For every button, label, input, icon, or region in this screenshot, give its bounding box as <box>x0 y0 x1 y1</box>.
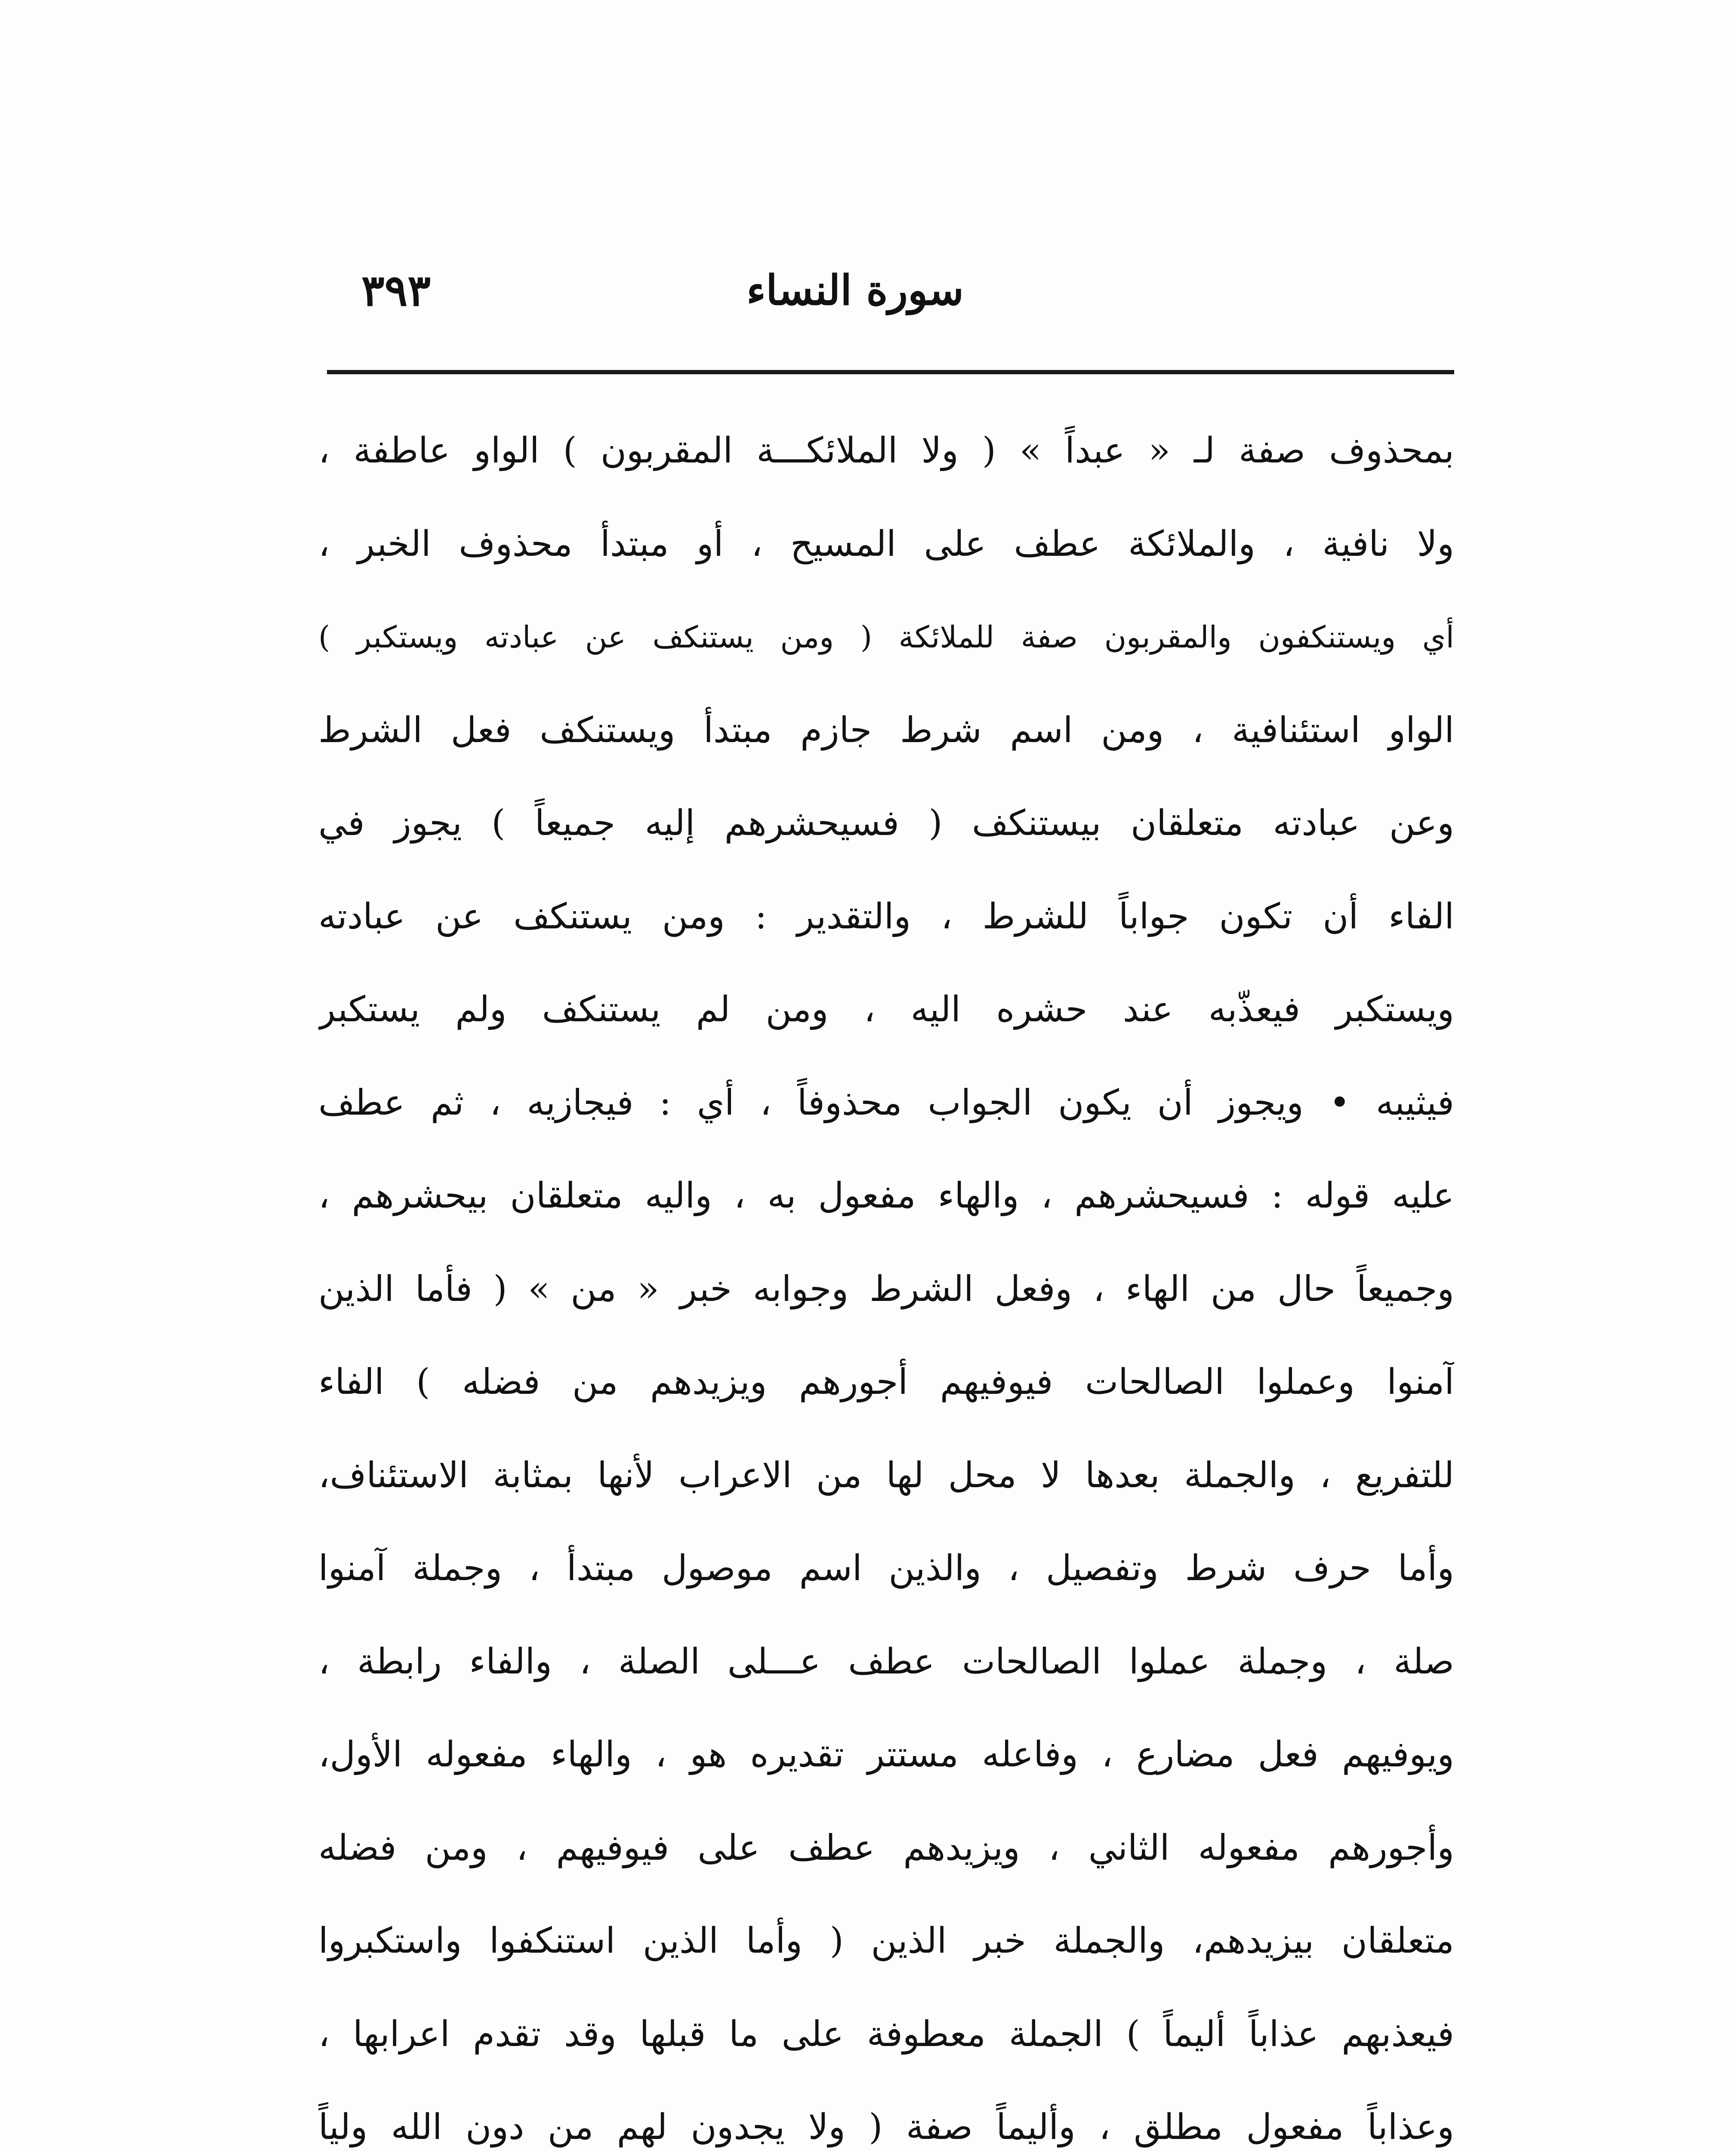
text-line: عليه قوله : فسيحشرهم ، والهاء مفعول به ، واليه متعلقان بيحشرهم ، <box>318 1175 1454 1216</box>
text-line: ويوفيهم فعل مضارع ، وفاعله مستتر تقديره هو ، والهاء مفعوله الأول، <box>318 1734 1454 1775</box>
text-line: ولا نافية ، والملائكة عطف على المسيح ، أو مبتدأ محذوف الخبر ، <box>318 523 1454 564</box>
text-line: بمحذوف صفة لـ « عبداً » ( ولا الملائكـــة المقربون ) الواو عاطفة ، <box>318 430 1454 471</box>
text-line: فيثيبه • ويجوز أن يكون الجواب محذوفاً ، أي : فيجازيه ، ثم عطف <box>318 1082 1454 1123</box>
text-line: وعذاباً مفعول مطلق ، وأليماً صفة ( ولا يجدون لهم من دون الله ولياً <box>318 2107 1454 2148</box>
text-line: وجميعاً حال من الهاء ، وفعل الشرط وجوابه خبر « من » ( فأما الذين <box>318 1268 1454 1310</box>
text-line: وأما حرف شرط وتفصيل ، والذين اسم موصول مبتدأ ، وجملة آمنوا <box>318 1548 1454 1589</box>
text-line: صلة ، وجملة عملوا الصالحات عطف عـــلى الصلة ، والفاء رابطة ، <box>318 1641 1454 1682</box>
text-line: ويستكبر فيعذّبه عند حشره اليه ، ومن لم يستنكف ولم يستكبر <box>318 989 1454 1030</box>
header-divider <box>327 370 1454 374</box>
text-line: للتفريع ، والجملة بعدها لا محل لها من الاعراب لأنها بمثابة الاستئناف، <box>318 1455 1454 1496</box>
text-line: أي ويستنكفون والمقربون صفة للملائكة ( ومن يستنكف عن عبادته ويستكبر ) <box>318 619 1454 655</box>
text-line: الفاء أن تكون جواباً للشرط ، والتقدير : ومن يستنكف عن عبادته <box>318 896 1454 937</box>
text-line: فيعذبهم عذاباً أليماً ) الجملة معطوفة على ما قبلها وقد تقدم اعرابها ، <box>318 2013 1454 2055</box>
page-number: ٣٩٣ <box>361 265 431 316</box>
text-line: متعلقان بيزيدهم، والجملة خبر الذين ( وأما الذين استنكفوا واستكبروا <box>318 1920 1454 1961</box>
text-line: وأجورهم مفعوله الثاني ، ويزيدهم عطف على فيوفيهم ، ومن فضله <box>318 1827 1454 1868</box>
body-text <box>318 404 1454 2151</box>
page-header <box>327 258 1446 323</box>
text-line: الواو استئنافية ، ومن اسم شرط جازم مبتدأ ويستنكف فعل الشرط <box>318 709 1454 751</box>
text-line: وعن عبادته متعلقان بيستنكف ( فسيحشرهم إليه جميعاً ) يجوز في <box>318 803 1454 844</box>
text-line: آمنوا وعملوا الصالحات فيوفيهم أجورهم ويزيدهم من فضله ) الفاء <box>318 1362 1454 1402</box>
page-title: سورة النساء <box>746 266 964 314</box>
